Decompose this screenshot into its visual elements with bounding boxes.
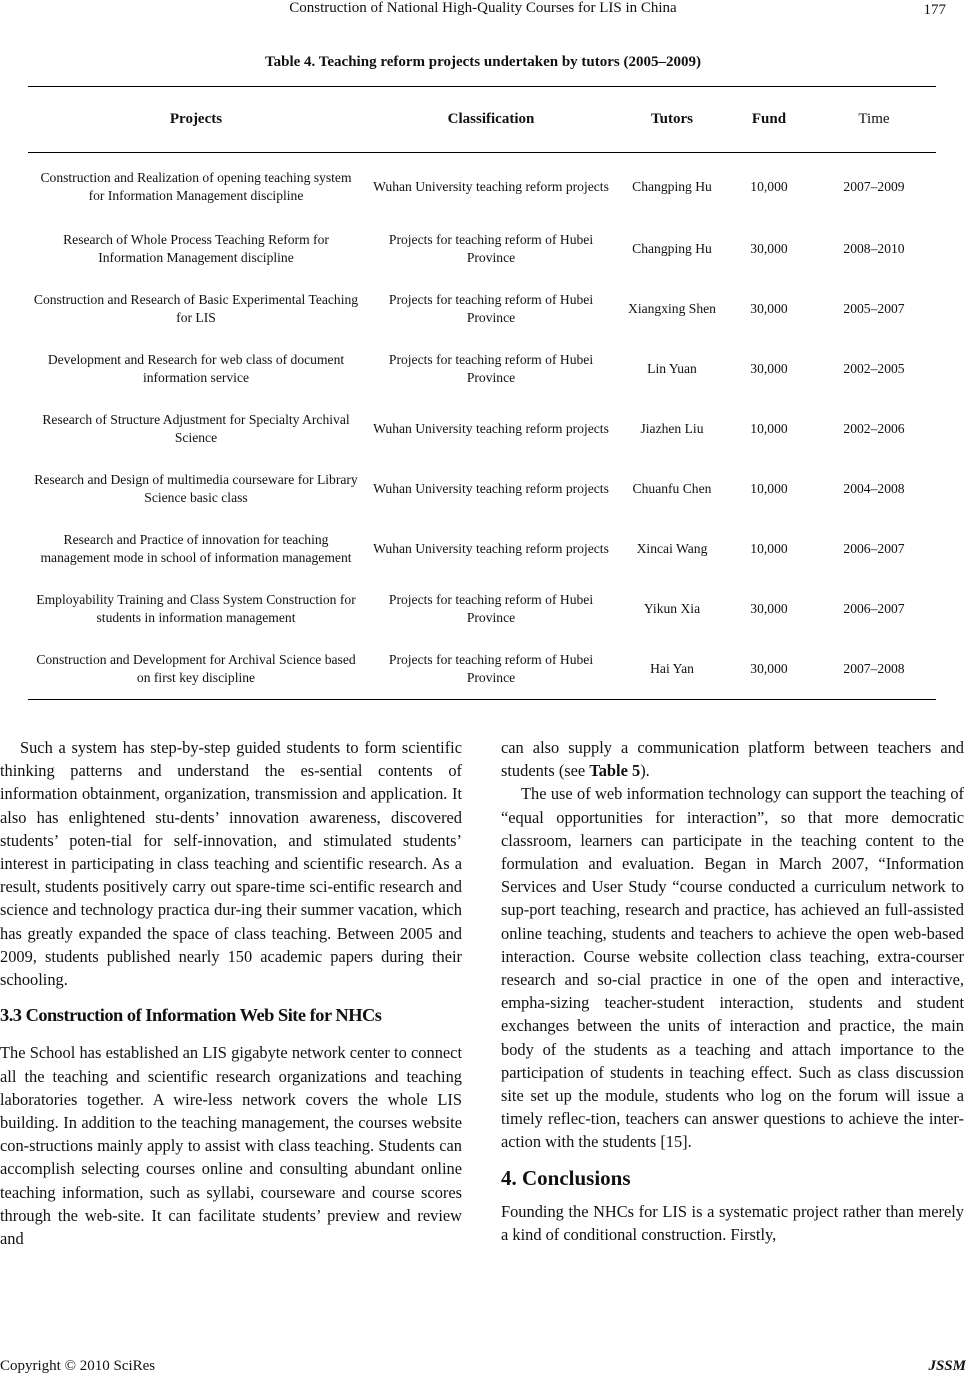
cell-classification: Projects for teaching reform of Hubei Province — [388, 652, 594, 685]
cell-project: Research and Practice of innovation for teaching management mode in school of information management — [40, 532, 352, 565]
page-number: 177 — [923, 2, 946, 18]
table-reference-link: Table 5 — [589, 761, 641, 781]
table-header-row — [28, 87, 936, 153]
cell-fund: 10,000 — [750, 541, 788, 556]
column-header-fund: Fund — [751, 111, 787, 127]
cell-project: Development and Research for web class of document information service — [47, 352, 345, 385]
cell-project: Construction and Development for Archival Science based on first key discipline — [36, 652, 356, 685]
cell-fund: 30,000 — [750, 601, 788, 616]
cell-project: Construction and Research of Basic Experimental Teaching for LIS — [33, 292, 359, 325]
cell-classification: Projects for teaching reform of Hubei Province — [388, 292, 594, 325]
cell-tutor: Yikun Xia — [643, 601, 701, 616]
right-column — [501, 736, 964, 1246]
cell-tutor: Hai Yan — [650, 661, 694, 676]
cell-tutor: Jiazhen Liu — [640, 421, 704, 436]
body-paragraph: The School has established an LIS gigabyte network center to connect all the teaching and scientific research organizations and teaching laboratories together. A wire-less network covers the whole LIS building. In addition to the teaching management, the courses website con-structions mainly apply to assist with class teaching. Students can accomplish selecting courses online and consulting abundant online teaching information, such as syllabi, courseware and course scores through the web-site. It can facilitate students’ preview and review and — [0, 1043, 462, 1249]
table-row — [28, 519, 936, 579]
cell-project: Research of Structure Adjustment for Specialty Archival Science — [42, 412, 350, 445]
cell-time: 2006–2007 — [843, 601, 905, 616]
cell-fund: 10,000 — [750, 481, 788, 496]
table-row — [28, 459, 936, 519]
running-title: Construction of National High-Quality Courses for LIS in China — [289, 0, 677, 16]
body-paragraph — [501, 736, 964, 782]
paragraph-text: ). — [640, 761, 650, 781]
cell-tutor: Changping Hu — [632, 179, 712, 194]
section-heading: 3.3 Construction of Information Web Site for NHCs — [0, 1005, 382, 1026]
cell-fund: 10,000 — [750, 179, 788, 194]
body-paragraph: Founding the NHCs for LIS is a systematic project rather than merely a kind of conditional construction. Firstly, — [501, 1201, 964, 1245]
cell-fund: 30,000 — [750, 661, 788, 676]
cell-project: Research and Design of multimedia courseware for Library Science basic class — [34, 472, 358, 505]
copyright-notice: Copyright © 2010 SciRes — [0, 1358, 156, 1374]
section-heading: 4. Conclusions — [501, 1165, 631, 1190]
teaching-reform-table — [28, 86, 936, 700]
cell-classification: Projects for teaching reform of Hubei Province — [388, 592, 594, 625]
cell-time: 2007–2008 — [843, 661, 905, 676]
cell-project: Employability Training and Class System Construction for students in information management — [36, 592, 356, 625]
cell-fund: 30,000 — [750, 301, 788, 316]
cell-tutor: Chuanfu Chen — [632, 481, 712, 496]
column-header-time: Time — [858, 111, 890, 127]
table-row — [28, 339, 936, 399]
cell-time: 2002–2006 — [843, 421, 905, 436]
table-row — [28, 399, 936, 459]
cell-time: 2002–2005 — [843, 361, 905, 376]
cell-tutor: Lin Yuan — [647, 361, 697, 376]
cell-tutor: Changping Hu — [632, 241, 712, 256]
page-footer — [0, 1358, 966, 1382]
cell-time: 2004–2008 — [843, 481, 905, 496]
cell-project: Construction and Realization of opening teaching system for Information Management discipline — [40, 170, 352, 203]
column-header-projects: Projects — [169, 111, 223, 127]
cell-classification: Wuhan University teaching reform projects — [373, 541, 609, 556]
body-paragraph: The use of web information technology can support the teaching of “equal opportunities for interaction”, so that more democratic classroom, learners can participate in the teaching content to the formulation and evaluation. Began in March 2007, “Information Services and User Study “course conducted a curriculum network to sup-port teaching, research and practice, has achieved an full-assisted online teaching, students and teachers to achieve the open web-based interaction. Course website collection class teaching, extra-courser research and so-cial practice in one of the open and interactive, empha-sizing teacher-student interaction, students and student exchanges between the units of interaction and practice, the main body of the students as a teaching and attach importance to the participation of students in teaching effect. Such as class discussion site set up the module, students who log on the forum will issue a timely reflec-tion, teachers can answer questions to achieve the inter-action with the students [15]. — [501, 784, 964, 1152]
table-row — [28, 279, 936, 339]
column-header-classification: Classification — [447, 111, 535, 127]
paragraph-text: can also supply a communication platform between teachers and students (see — [501, 738, 964, 781]
table-row — [28, 153, 936, 220]
cell-time: 2007–2009 — [843, 179, 905, 194]
cell-classification: Wuhan University teaching reform projects — [373, 421, 609, 436]
cell-tutor: Xiangxing Shen — [628, 301, 716, 316]
cell-tutor: Xincai Wang — [636, 541, 708, 556]
cell-classification: Projects for teaching reform of Hubei Province — [388, 352, 594, 385]
cell-fund: 30,000 — [750, 241, 788, 256]
cell-fund: 30,000 — [750, 361, 788, 376]
cell-project: Research of Whole Process Teaching Reform for Information Management discipline — [63, 232, 329, 265]
journal-name: JSSM — [928, 1358, 966, 1374]
cell-time: 2006–2007 — [843, 541, 905, 556]
cell-fund: 10,000 — [750, 421, 788, 436]
cell-classification: Wuhan University teaching reform projects — [373, 481, 609, 496]
column-header-tutors: Tutors — [651, 111, 693, 127]
table-row — [28, 219, 936, 279]
cell-time: 2005–2007 — [843, 301, 905, 316]
body-paragraph: Such a system has step-by-step guided students to form scientific thinking patterns and understand the es-sential contents of information obtainment, organization, transmission and application. It also has enlightened stu-dents’ innovation awareness, discovered students’ poten-tial for self-innovation, and stimulated students’ interest in participating in class teaching and scientific research. As a result, students positively carry out spare-time sci-entific research and science and technology practica dur-ing their summer vacation, which has greatly expanded the space of class teaching. Between 2005 and 2009, students published nearly 150 academic papers during their schooling. — [0, 738, 462, 990]
left-column — [0, 736, 462, 1250]
running-header — [0, 0, 966, 24]
cell-classification: Wuhan University teaching reform projects — [373, 179, 609, 194]
cell-classification: Projects for teaching reform of Hubei Province — [388, 232, 594, 265]
table-row — [28, 579, 936, 639]
table-caption: Table 4. Teaching reform projects undertaken by tutors (2005–2009) — [265, 54, 701, 70]
table-row — [28, 639, 936, 700]
cell-time: 2008–2010 — [843, 241, 905, 256]
